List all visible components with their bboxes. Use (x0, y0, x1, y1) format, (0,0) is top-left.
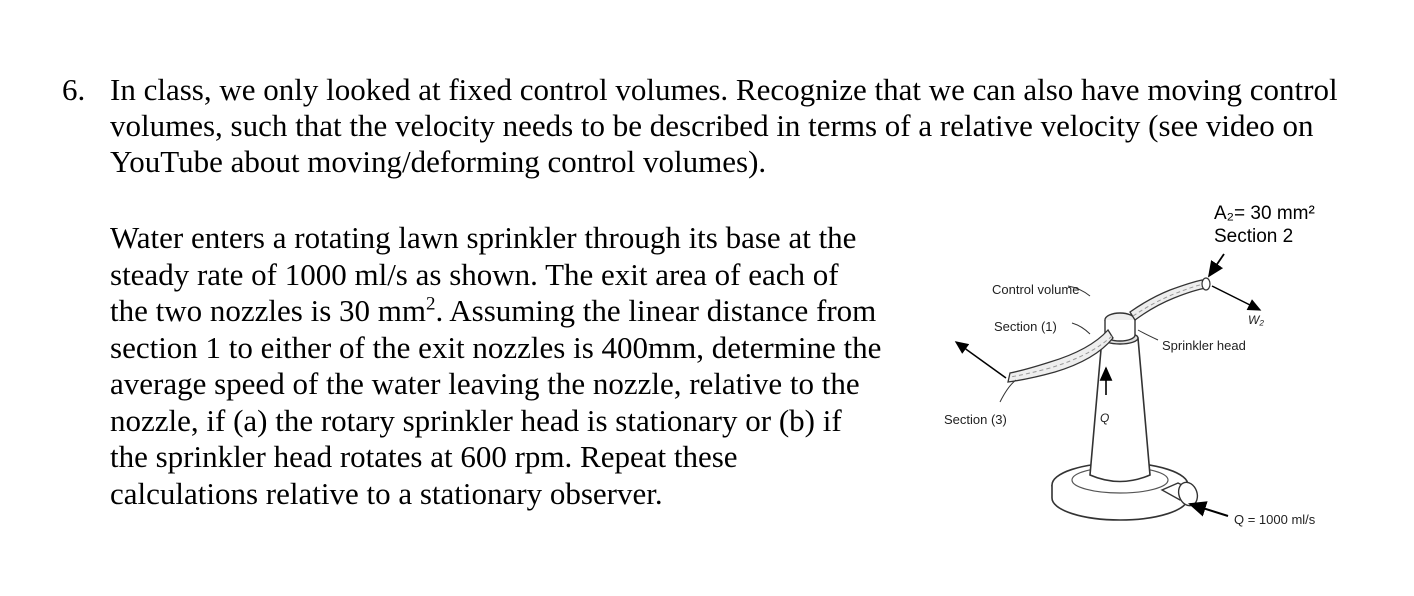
area-label: A₂= 30 mm² (1214, 203, 1315, 224)
control-volume-label: Control volume (992, 282, 1080, 297)
intro-line: volumes, such that the velocity needs to be described in terms of a relative velocity (see video on (110, 108, 1314, 143)
w2-label: W₂ (1248, 313, 1264, 327)
problem-statement (110, 220, 940, 512)
section-2-label: Section 2 (1214, 226, 1294, 247)
section-3-label: Section (3) (944, 412, 1007, 427)
statement-line: steady rate of 1000 ml/s as shown. The exit area of each of (110, 256, 839, 292)
statement-line: Water enters a rotating lawn sprinkler through its base at the (110, 220, 857, 255)
statement-line: nozzle, if (a) the rotary sprinkler head is stationary or (b) if (110, 402, 842, 438)
sprinkler-diagram (930, 190, 1410, 540)
intro-line: In class, we only looked at fixed control volumes. Recognize that we can also have moving control (110, 72, 1338, 107)
sprinkler-figure (930, 190, 1410, 540)
statement-line: the sprinkler head rotates at 600 rpm. Repeat these (110, 439, 738, 474)
statement-line: calculations relative to a stationary observer. (110, 475, 663, 511)
sprinkler-arm-right (1130, 280, 1206, 320)
statement-line: average speed of the water leaving the nozzle, relative to the (110, 366, 860, 401)
statement-line (110, 293, 940, 330)
problem-intro (110, 72, 1395, 180)
statement-text: the two nozzles is 30 mm (110, 293, 426, 328)
sprinkler-arm-left (1008, 330, 1113, 382)
section-1-label: Section (1) (994, 319, 1057, 334)
sprinkler-body (1090, 338, 1150, 482)
sprinkler-head-label: Sprinkler head (1162, 338, 1246, 353)
intro-line: YouTube about moving/deforming control volumes). (110, 144, 767, 179)
q-label: Q (1100, 411, 1110, 425)
statement-text: . Assuming the linear distance from (435, 293, 877, 328)
superscript: 2 (425, 293, 436, 315)
problem-number: 6. (62, 72, 86, 107)
statement-line: section 1 to either of the exit nozzles is 400mm, determine the (110, 329, 882, 365)
flow-rate-label: Q = 1000 ml/s (1234, 512, 1316, 527)
